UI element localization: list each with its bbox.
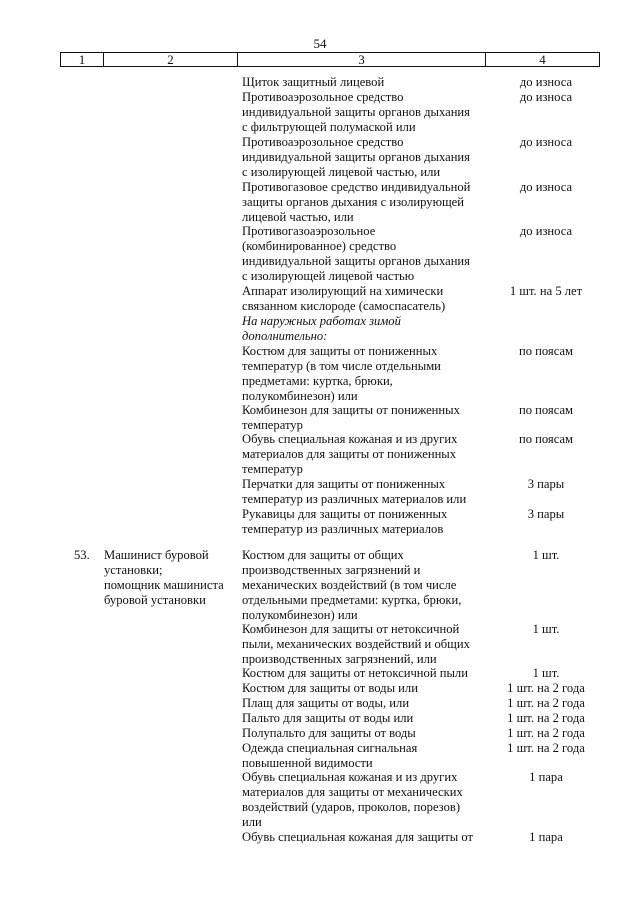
item-name: Комбинезон для защиты от нетоксичной пыли, механических воздействий и общих производственных загрязнений, или (242, 622, 470, 666)
item-name: Костюм для защиты от нетоксичной пыли (242, 666, 468, 680)
item-name: Пальто для защиты от воды или (242, 711, 414, 725)
item-name: Костюм для защиты от общих производственных загрязнений и механических воздействий (в том числе отдельными предметами: куртка, брюки, полукомбинезон) или (242, 548, 462, 622)
issue-norm: 3 пары (527, 507, 565, 521)
item-name: Рукавицы для защиты от пониженных температур из различных материалов (242, 507, 448, 536)
header-col-1: 1 (78, 52, 86, 67)
issue-norm: 1 шт. (532, 548, 560, 562)
item-name: Противоаэрозольное средство индивидуальной защиты органов дыхания с фильтрующей полумаской или (242, 90, 470, 134)
issue-norm: до износа (519, 90, 573, 104)
entry-number: 53. (74, 548, 90, 562)
item-name: Противогазоаэрозольное (комбинированное) средство индивидуальной защиты органов дыхания с изолирующей лицевой частью (242, 224, 470, 283)
issue-norm: по поясам (518, 344, 574, 358)
item-name: Плащ для защиты от воды, или (242, 696, 410, 710)
issue-norm: по поясам (518, 403, 574, 417)
issue-norm: 1 шт. на 2 года (507, 711, 585, 725)
item-name: Комбинезон для защиты от пониженных температур (242, 403, 460, 432)
item-name: Противоаэрозольное средство индивидуальной защиты органов дыхания с изолирующей лицевой частью, или (242, 135, 470, 179)
header-col-2: 2 (167, 52, 174, 67)
issue-norm: 3 пары (527, 477, 565, 491)
issue-norm: 1 шт. на 2 года (507, 696, 585, 710)
issue-norm: 1 пара (529, 770, 563, 784)
issue-norm: 1 пара (529, 830, 563, 844)
item-name: Обувь специальная кожаная для защиты от (242, 830, 473, 844)
issue-norm: 1 шт. на 5 лет (509, 284, 583, 298)
issue-norm: 1 шт. на 2 года (507, 726, 585, 740)
item-name: Щиток защитный лицевой (242, 75, 385, 89)
header-col-3: 3 (358, 52, 365, 67)
issue-norm: до износа (519, 180, 573, 194)
table-header (60, 52, 600, 67)
item-name: Противогазовое средство индивидуальной защиты органов дыхания с изолирующей лицевой частью, или (242, 180, 471, 224)
item-name: Аппарат изолирующий на химически связанном кислороде (самоспасатель) (242, 284, 446, 313)
item-name: Обувь специальная кожаная и из других материалов для защиты от механических воздействий (ударов, проколов, порезов) или (242, 770, 463, 829)
issue-norm: 1 шт. (532, 622, 560, 636)
item-name: Костюм для защиты от воды или (242, 681, 418, 695)
item-name: Одежда специальная сигнальная повышенной видимости (242, 741, 418, 770)
issue-norm: до износа (519, 135, 573, 149)
page-number: 54 (313, 36, 327, 51)
issue-norm: 1 шт. на 2 года (507, 741, 585, 755)
issue-norm: до износа (519, 224, 573, 238)
item-name: Полупальто для защиты от воды (242, 726, 416, 740)
issue-norm: 1 шт. на 2 года (507, 681, 585, 695)
profession-name: Машинист буровой установки; помощник машиниста буровой установки (104, 548, 224, 607)
item-name: Перчатки для защиты от пониженных температур из различных материалов или (242, 477, 467, 506)
item-name: Костюм для защиты от пониженных температур (в том числе отдельными предметами: куртка, брюки, полукомбинезон) или (242, 344, 441, 403)
header-col-4: 4 (539, 52, 546, 67)
item-name: Обувь специальная кожаная и из других материалов для защиты от пониженных температур (242, 432, 458, 476)
issue-norm: до износа (519, 75, 573, 89)
winter-note: На наружных работах зимой дополнительно: (242, 314, 401, 343)
issue-norm: 1 шт. (532, 666, 560, 680)
issue-norm: по поясам (518, 432, 574, 446)
